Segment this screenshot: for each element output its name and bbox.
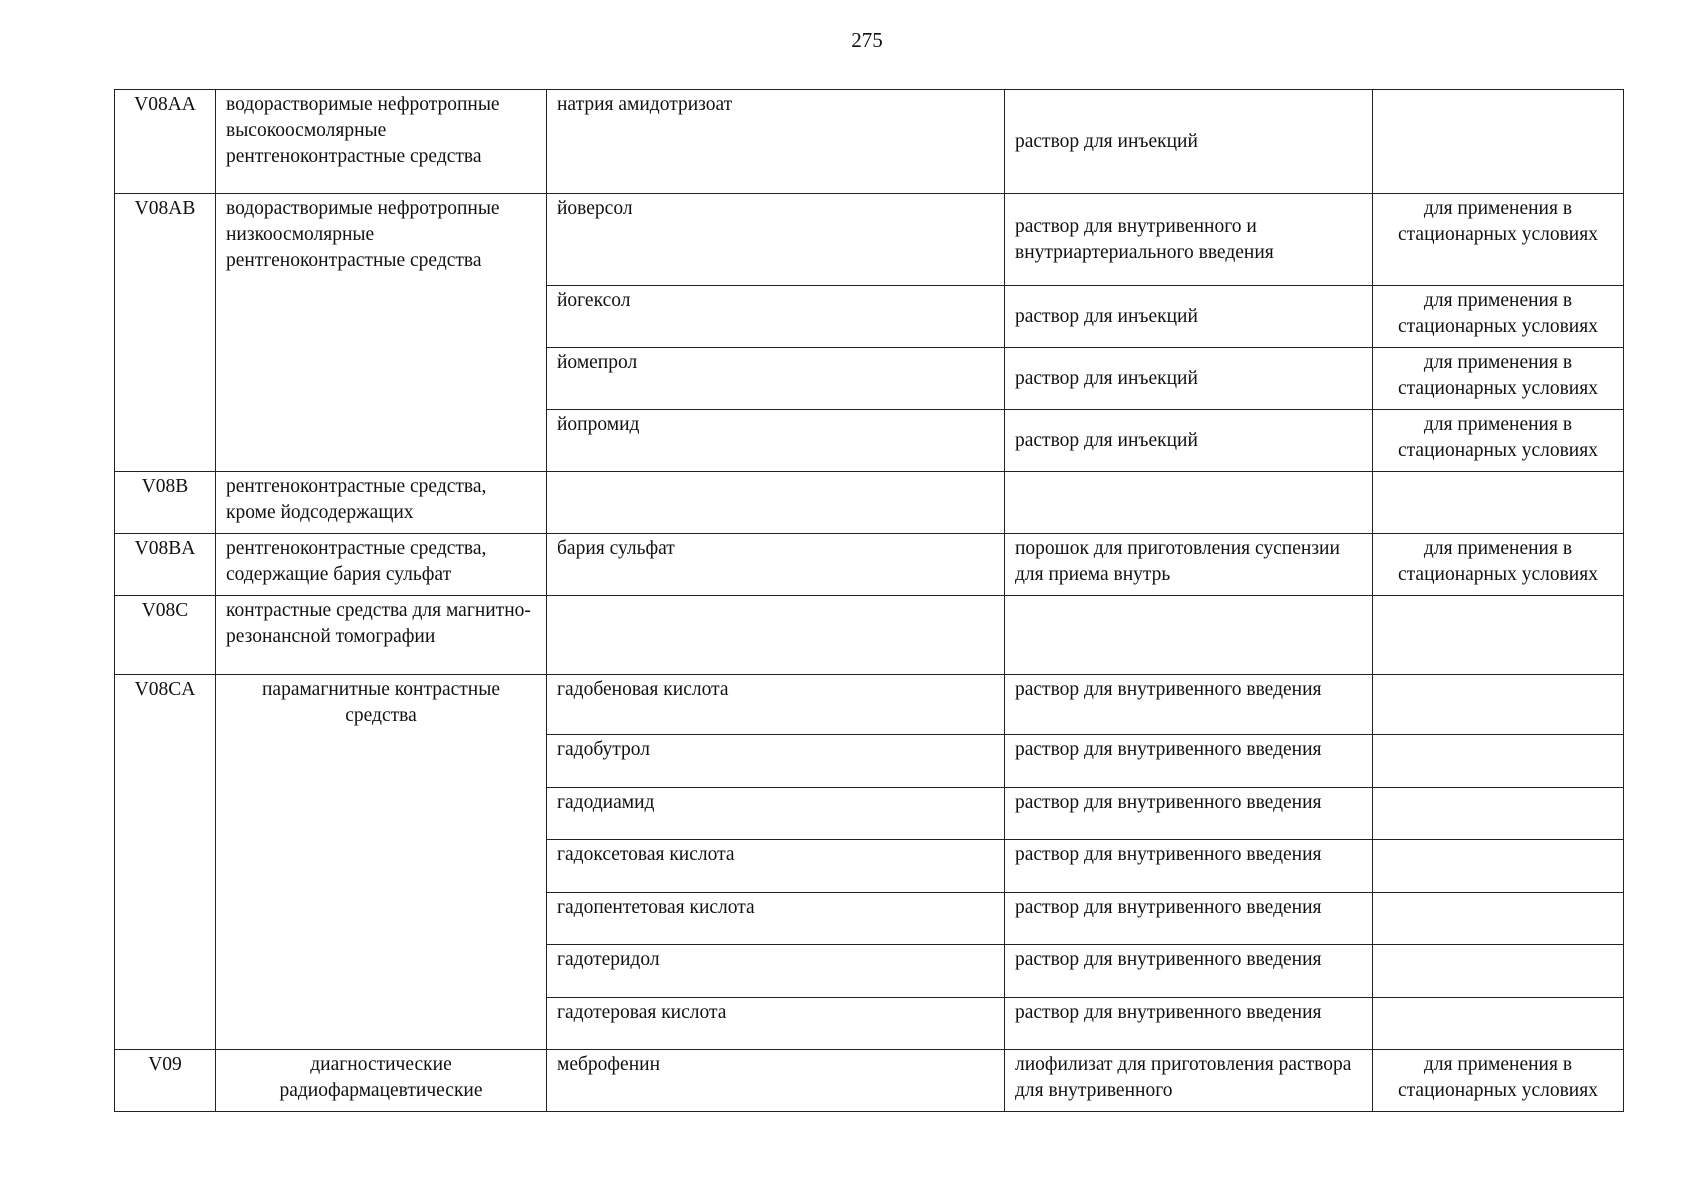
group-name: контрастные средства для магнитно-резонансной томографии <box>216 596 547 675</box>
drug-name: гадобутрол <box>547 735 1005 788</box>
dosage-form: раствор для инъекций <box>1005 348 1373 410</box>
drug-name: йопромид <box>547 410 1005 472</box>
usage-condition <box>1373 596 1624 675</box>
dosage-form: лиофилизат для приготовления раствора для внутривенного <box>1005 1050 1373 1112</box>
usage-condition: для применения в стационарных условиях <box>1373 194 1624 286</box>
usage-condition: для применения в стационарных условиях <box>1373 410 1624 472</box>
table-row <box>115 1050 1624 1112</box>
drug-name: гадобеновая кислота <box>547 675 1005 735</box>
drug-name: гадотеровая кислота <box>547 998 1005 1050</box>
dosage-form: раствор для внутривенного введения <box>1005 893 1373 945</box>
dosage-form: порошок для приготовления суспензии для приема внутрь <box>1005 534 1373 596</box>
dosage-form: раствор для внутривенного введения <box>1005 840 1373 893</box>
table-row <box>115 675 1624 735</box>
atc-code: V08AB <box>115 194 216 472</box>
group-name: рентгеноконтрастные средства, содержащие бария сульфат <box>216 534 547 596</box>
usage-condition: для применения в стационарных условиях <box>1373 1050 1624 1112</box>
drug-name <box>547 472 1005 534</box>
usage-condition: для применения в стационарных условиях <box>1373 286 1624 348</box>
atc-code: V09 <box>115 1050 216 1112</box>
dosage-form: раствор для инъекций <box>1005 286 1373 348</box>
usage-condition: для применения в стационарных условиях <box>1373 348 1624 410</box>
group-name: водорастворимые нефротропные высокоосмолярные рентгеноконтрастные средства <box>216 90 547 194</box>
usage-condition <box>1373 893 1624 945</box>
atc-code: V08BA <box>115 534 216 596</box>
usage-condition: для применения в стационарных условиях <box>1373 534 1624 596</box>
page-number: 275 <box>851 28 883 52</box>
atc-code: V08AA <box>115 90 216 194</box>
drug-name: натрия амидотризоат <box>547 90 1005 194</box>
group-name: водорастворимые нефротропные низкоосмолярные рентгеноконтрастные средства <box>216 194 547 472</box>
table-row <box>115 472 1624 534</box>
usage-condition <box>1373 840 1624 893</box>
usage-condition <box>1373 472 1624 534</box>
usage-condition <box>1373 998 1624 1050</box>
atc-code: V08CA <box>115 675 216 1050</box>
drug-name: меброфенин <box>547 1050 1005 1112</box>
dosage-form <box>1005 596 1373 675</box>
drug-name: йогексол <box>547 286 1005 348</box>
dosage-form: раствор для внутривенного введения <box>1005 788 1373 840</box>
usage-condition <box>1373 788 1624 840</box>
dosage-form: раствор для внутривенного введения <box>1005 675 1373 735</box>
drug-name: гадопентетовая кислота <box>547 893 1005 945</box>
drug-name <box>547 596 1005 675</box>
usage-condition <box>1373 945 1624 998</box>
dosage-form <box>1005 472 1373 534</box>
dosage-form: раствор для внутривенного введения <box>1005 945 1373 998</box>
drug-name: гадоксетовая кислота <box>547 840 1005 893</box>
dosage-form: раствор для внутривенного введения <box>1005 998 1373 1050</box>
drug-table <box>114 89 1624 1112</box>
usage-condition <box>1373 735 1624 788</box>
table-row <box>115 596 1624 675</box>
dosage-form: раствор для инъекций <box>1005 90 1373 194</box>
dosage-form: раствор для внутривенного и внутриартериального введения <box>1005 194 1373 286</box>
group-name: рентгеноконтрастные средства, кроме йодсодержащих <box>216 472 547 534</box>
dosage-form: раствор для инъекций <box>1005 410 1373 472</box>
table-row <box>115 90 1624 194</box>
drug-name: гадотеридол <box>547 945 1005 998</box>
table-row <box>115 194 1624 286</box>
group-name: диагностические радиофармацевтические <box>216 1050 547 1112</box>
group-name: парамагнитные контрастные средства <box>216 675 547 1050</box>
usage-condition <box>1373 675 1624 735</box>
dosage-form: раствор для внутривенного введения <box>1005 735 1373 788</box>
usage-condition <box>1373 90 1624 194</box>
table-row <box>115 534 1624 596</box>
drug-name: бария сульфат <box>547 534 1005 596</box>
drug-name: гадодиамид <box>547 788 1005 840</box>
drug-name: йомепрол <box>547 348 1005 410</box>
atc-code: V08B <box>115 472 216 534</box>
drug-name: йоверсол <box>547 194 1005 286</box>
atc-code: V08C <box>115 596 216 675</box>
